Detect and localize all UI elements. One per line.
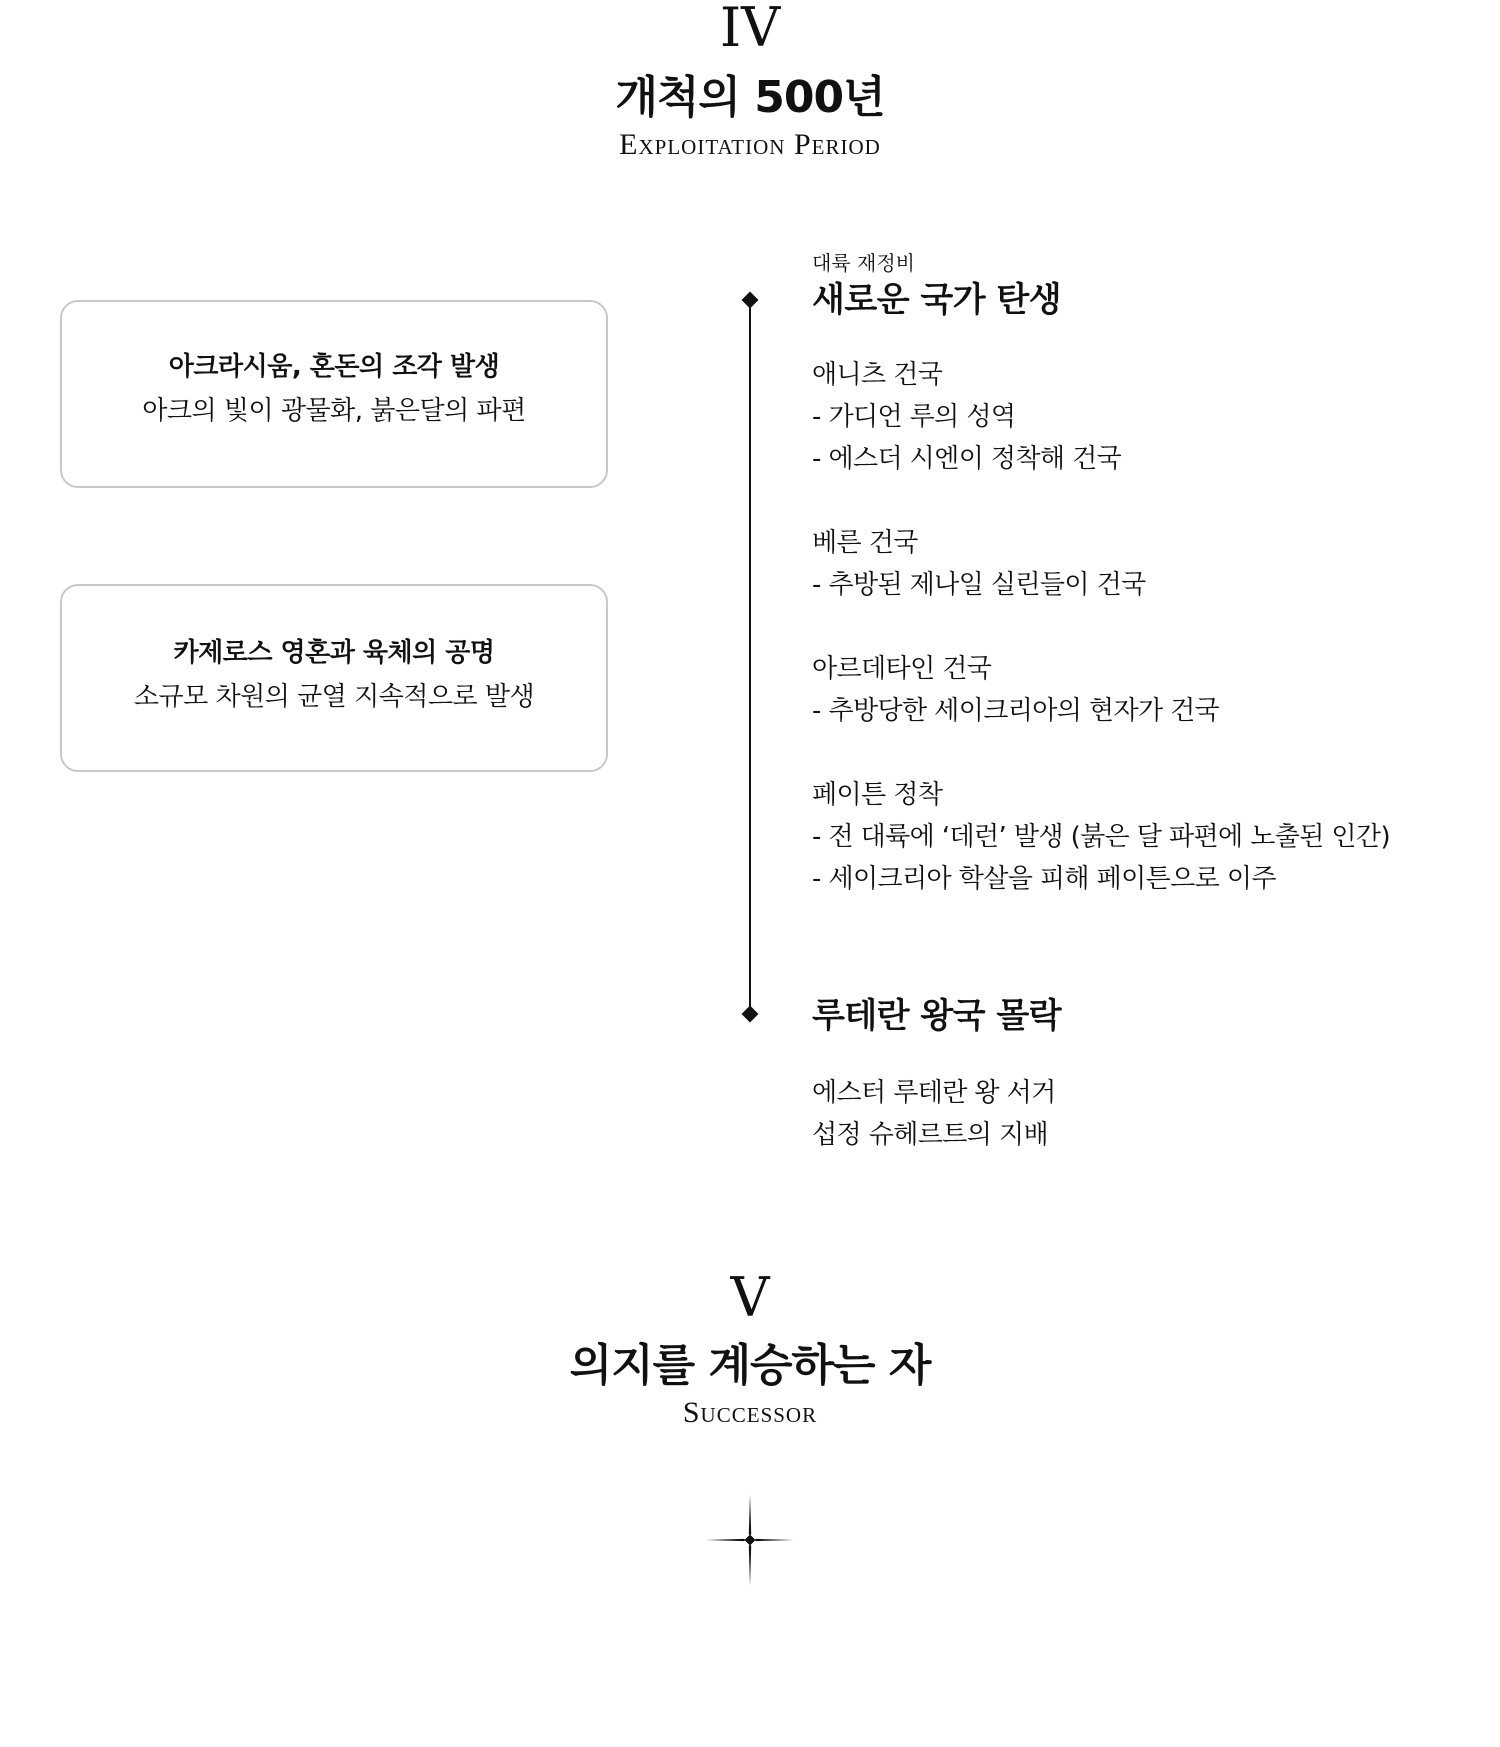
- detail-line: - 추방당한 세이크리아의 현자가 건국: [812, 696, 1220, 726]
- detail-heading: 베른 건국: [812, 528, 918, 558]
- section-5-numeral: V: [730, 1266, 770, 1329]
- section-5-title: 의지를 계승하는 자: [569, 1340, 931, 1391]
- event-card-title: 카제로스 영혼과 육체의 공명: [173, 638, 495, 668]
- detail-line: - 가디언 루의 성역: [812, 402, 1016, 432]
- detail-line: 에스터 루테란 왕 서거: [812, 1078, 1056, 1108]
- detail-line: - 세이크리아 학살을 피해 페이튼으로 이주: [812, 864, 1276, 894]
- event-title: 루테란 왕국 몰락: [812, 996, 1062, 1036]
- event-label: 대륙 재정비: [812, 251, 915, 275]
- event-card-description: 아크의 빛이 광물화, 붉은달의 파편: [142, 396, 526, 426]
- event-card-2: [60, 584, 608, 772]
- section-5-subtitle: Successor: [682, 1396, 818, 1429]
- detail-heading: 아르데타인 건국: [812, 654, 992, 684]
- four-point-star-icon: [700, 1490, 800, 1590]
- event-details: [812, 354, 1492, 900]
- event-title: 새로운 국가 탄생: [812, 280, 1062, 320]
- detail-heading: 애니츠 건국: [812, 360, 943, 390]
- section-4-title: 개척의 500년: [615, 72, 885, 123]
- timeline-line: [749, 300, 751, 1016]
- section-4-numeral: IV: [719, 0, 781, 59]
- event-card-1: [60, 300, 608, 488]
- detail-line: - 전 대륙에 ‘데런’ 발생 (붉은 달 파편에 노출된 인간): [812, 822, 1390, 852]
- timeline-marker: [742, 1006, 759, 1023]
- event-card-title: 아크라시움, 혼돈의 조각 발생: [168, 352, 500, 382]
- detail-line: 섭정 슈헤르트의 지배: [812, 1120, 1048, 1150]
- event-card-description: 소규모 차원의 균열 지속적으로 발생: [133, 682, 535, 712]
- detail-line: - 추방된 제나일 실린들이 건국: [812, 570, 1146, 600]
- detail-heading: 페이튼 정착: [812, 780, 943, 810]
- section-4-subtitle: Exploitation Period: [619, 128, 881, 161]
- detail-line: - 에스더 시엔이 정착해 건국: [812, 444, 1122, 474]
- event-details: [812, 1072, 1492, 1156]
- timeline-marker: [742, 292, 759, 309]
